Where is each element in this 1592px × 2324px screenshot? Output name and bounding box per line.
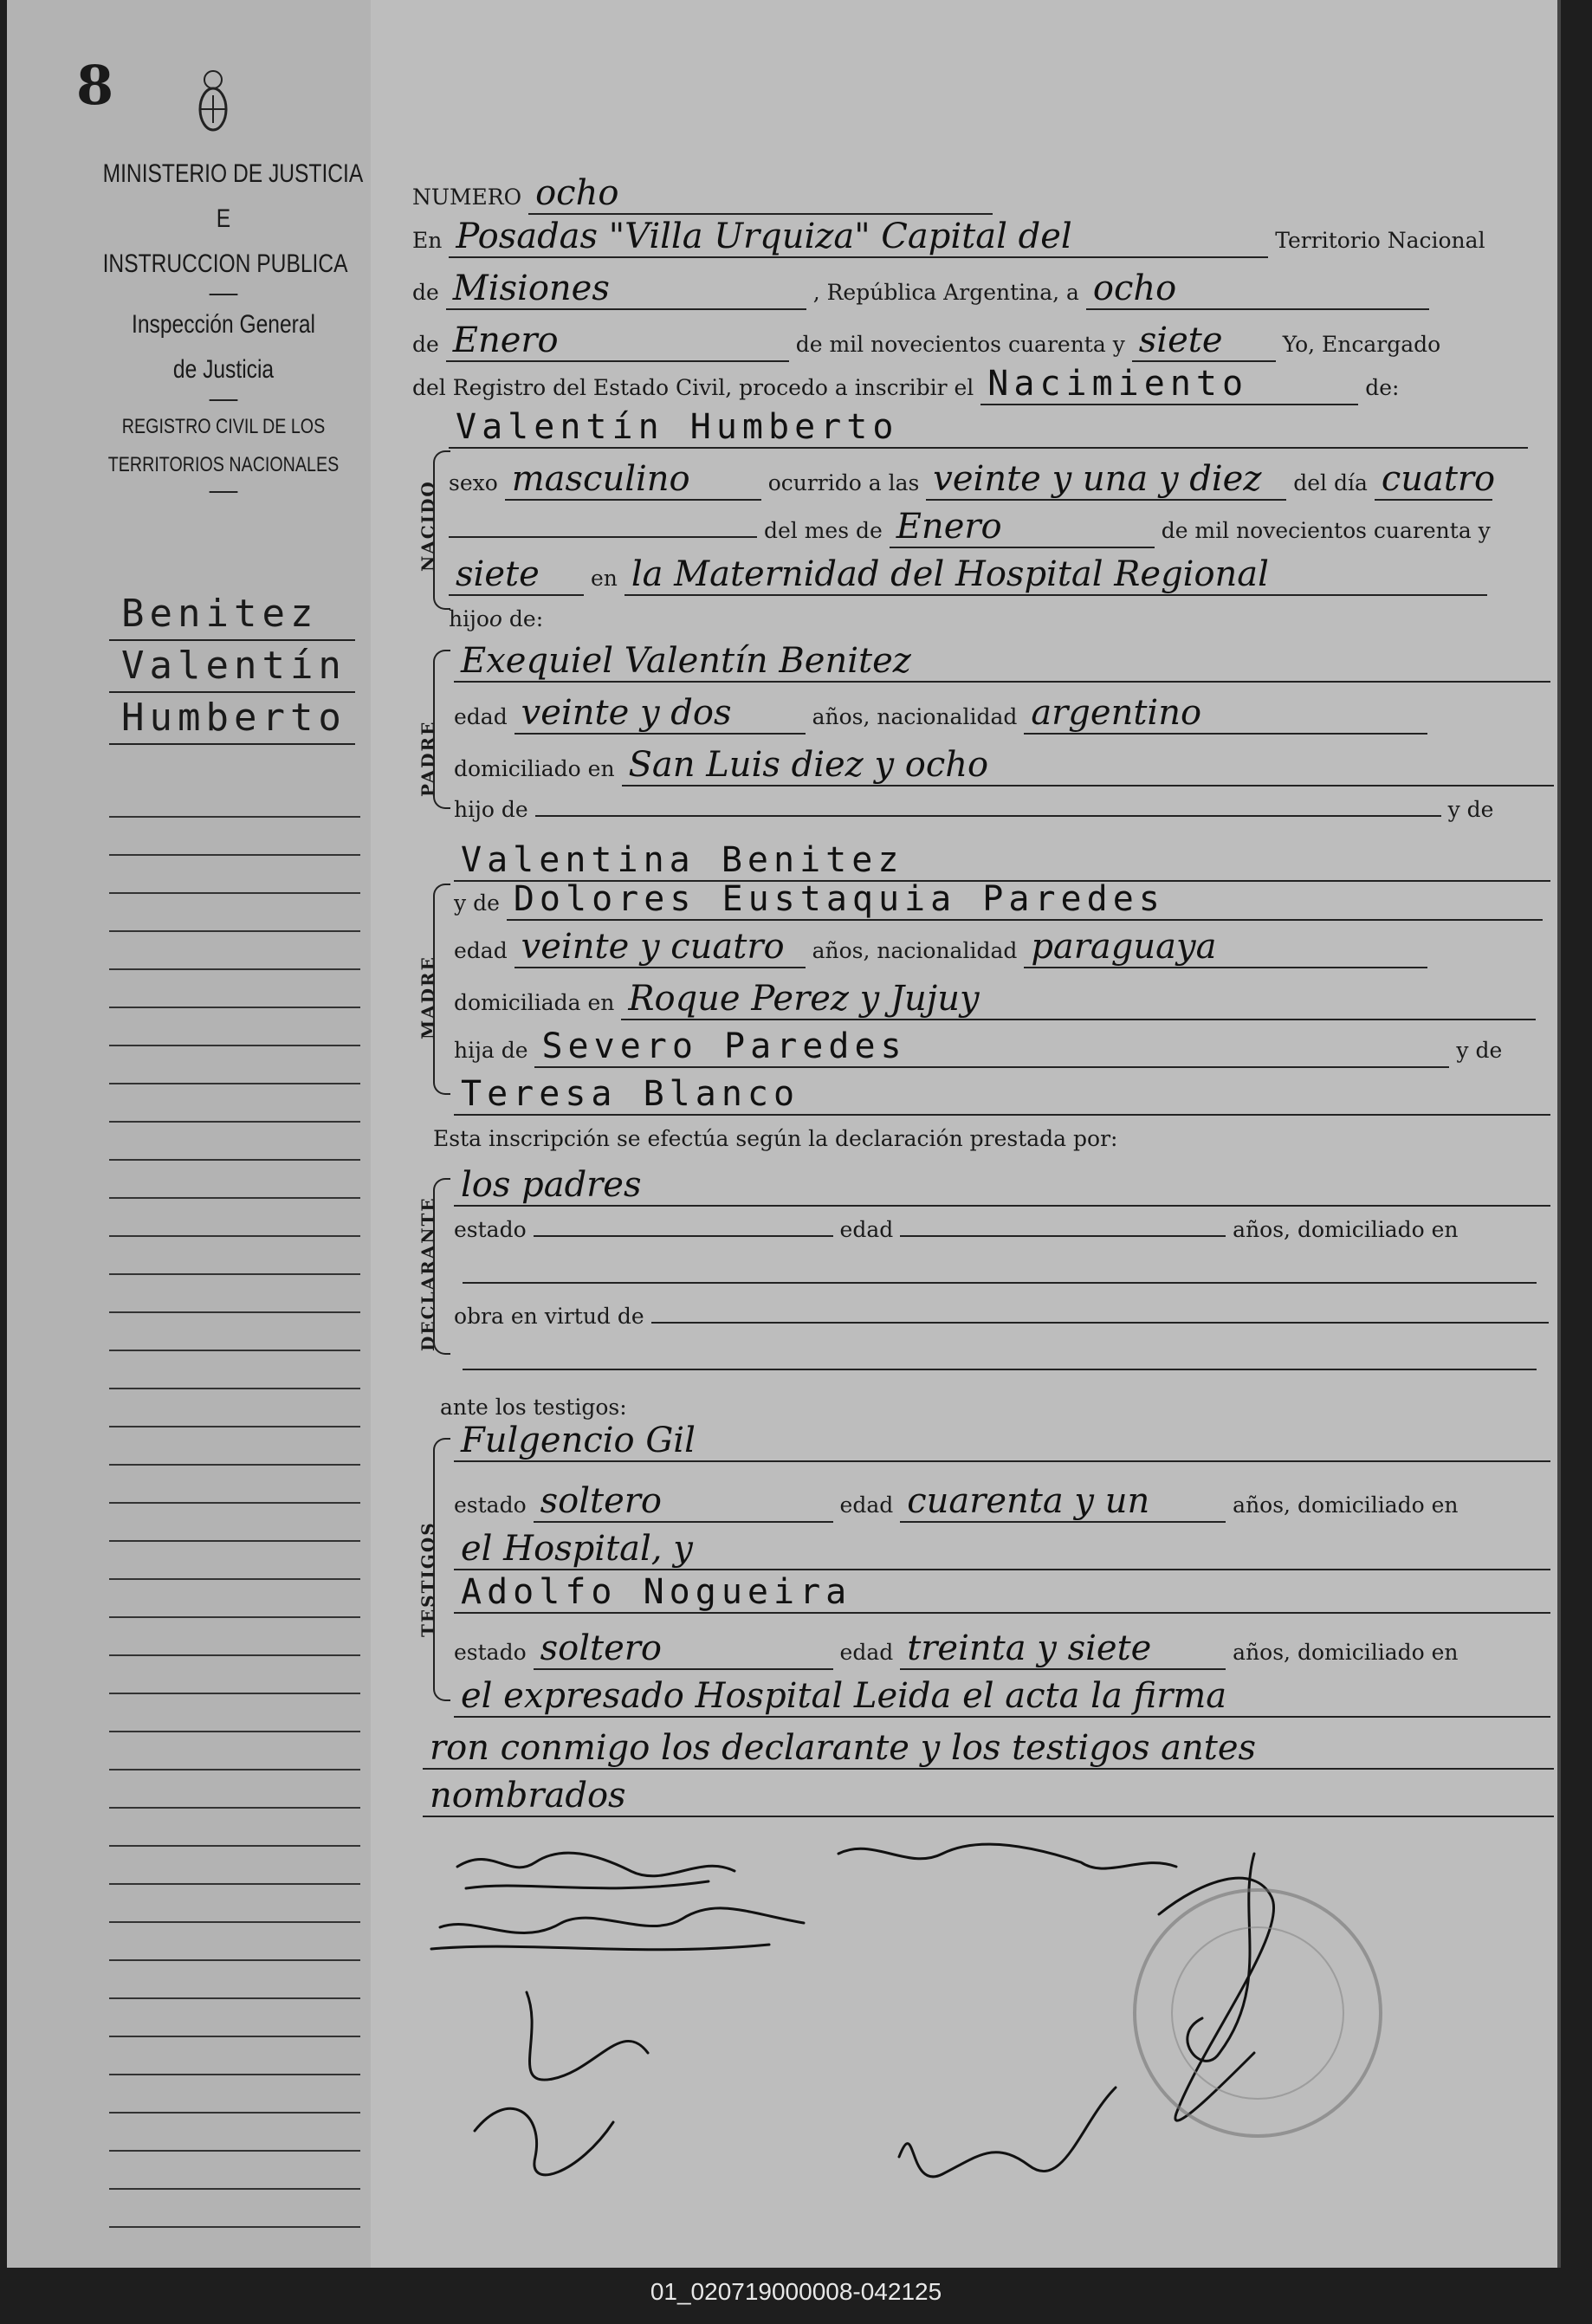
mother-father-row	[454, 1026, 1502, 1068]
witness1-age: cuarenta y un	[900, 1481, 1226, 1523]
birth-year: siete	[449, 554, 584, 596]
father-parents-row	[454, 797, 1493, 822]
hijo-de-label: de:	[508, 606, 544, 631]
sex-label: sexo	[449, 470, 498, 495]
registry-line2: TERRITORIOS NACIONALES	[107, 453, 340, 476]
ministry-line2: E	[216, 204, 231, 233]
divider	[210, 491, 238, 493]
edad-label: edad	[454, 938, 508, 963]
witness1-status: soltero	[534, 1481, 833, 1523]
divider	[210, 294, 238, 295]
year-label: de mil novecientos cuarenta y	[795, 332, 1125, 357]
mother-age-row	[454, 927, 1427, 968]
de-label: de	[412, 280, 439, 305]
closing-text3: nombrados	[423, 1776, 1554, 1817]
month-label: del mes de	[763, 518, 883, 543]
hijo-suffix: o	[489, 606, 502, 631]
divider	[210, 399, 238, 401]
witness1-row	[454, 1421, 1550, 1462]
place-value: Posadas "Villa Urquiza" Capital del	[449, 217, 1268, 258]
address-label: años, domiciliado en	[1233, 1640, 1459, 1665]
ministry-line1: MINISTERIO DE JUSTICIA	[102, 159, 364, 188]
father-name: Exequiel Valentín Benitez	[454, 641, 1550, 683]
witnesses-intro: ante los testigos:	[440, 1395, 627, 1420]
nationality-label: años, nacionalidad	[812, 704, 1018, 729]
declarant-status-row	[454, 1217, 1459, 1242]
witness2-name: Adolfo Nogueira	[454, 1572, 1550, 1614]
hija-de-label: hija de	[454, 1038, 528, 1063]
hijo-label: hijo	[449, 606, 489, 631]
father-name-row	[454, 641, 1550, 683]
inspection-line2: de Justicia	[172, 355, 275, 384]
territory-value: Misiones	[446, 269, 806, 310]
margin-ruled-lines	[109, 780, 360, 2228]
republic-label: , República Argentina, a	[812, 280, 1079, 305]
officer-label: Yo, Encargado	[1282, 332, 1441, 357]
y-de-label: y de	[1447, 797, 1494, 822]
witness1-name: Fulgencio Gil	[454, 1421, 1550, 1462]
coat-of-arms-icon	[196, 69, 230, 135]
margin-given1: Valentín	[109, 641, 355, 693]
testigos-label: TESTIGOS	[417, 1521, 438, 1637]
father-age: veinte y dos	[514, 693, 806, 735]
registration-day: ocho	[1086, 269, 1429, 310]
de-colon-label: de:	[1365, 375, 1400, 400]
declarant-row	[454, 1165, 1550, 1207]
closing-text1: el expresado Hospital Leida el acta la firma	[454, 1676, 1550, 1718]
y-de-label: y de	[454, 890, 500, 916]
father-nationality: argentino	[1024, 693, 1427, 735]
estado-label: estado	[454, 1640, 527, 1665]
sex-value: masculino	[505, 459, 761, 501]
mother-name-row	[454, 879, 1543, 921]
edad-label: edad	[839, 1640, 894, 1665]
closing-row3	[423, 1776, 1554, 1817]
birth-month-row	[449, 507, 1491, 548]
madre-label: MADRE	[417, 955, 438, 1039]
birth-year-label: de mil novecientos cuarenta y	[1161, 518, 1491, 543]
estado-label: estado	[454, 1492, 527, 1518]
declarant-value: los padres	[454, 1165, 1550, 1207]
declaration-row	[433, 1126, 1117, 1151]
hijo-row	[449, 606, 543, 631]
birth-place: la Maternidad del Hospital Regional	[625, 554, 1487, 596]
mother-name: Dolores Eustaquia Paredes	[507, 879, 1543, 921]
birth-month: Enero	[890, 507, 1155, 548]
witness2-age: treinta y siete	[900, 1628, 1226, 1670]
domiciliada-label: domiciliada en	[454, 990, 615, 1015]
birth-time: veinte y una y diez	[926, 459, 1286, 501]
territory-label: Territorio Nacional	[1275, 228, 1485, 253]
witness2-row	[454, 1572, 1550, 1614]
margin-given2: Humberto	[109, 693, 355, 745]
mother-mother: Teresa Blanco	[454, 1074, 1550, 1116]
father-address: San Luis diez y ocho	[622, 745, 1554, 787]
mother-address: Roque Perez y Jujuy	[621, 979, 1536, 1020]
domiciliado-label: domiciliado en	[454, 756, 615, 781]
declarante-brace	[433, 1178, 450, 1355]
record-body	[371, 0, 1557, 2268]
numero-row	[412, 173, 993, 215]
image-id-caption: 01_020719000008-042125	[650, 2278, 942, 2305]
date-row	[412, 320, 1440, 362]
closing-row2	[423, 1728, 1554, 1770]
address-label: años, domiciliado en	[1233, 1492, 1459, 1518]
witness2-status: soltero	[534, 1628, 833, 1670]
registry-text: del Registro del Estado Civil, procedo a inscribir el	[412, 375, 974, 400]
birth-day: cuatro	[1375, 459, 1492, 501]
obra-row	[454, 1304, 1549, 1329]
en-label: en	[590, 566, 618, 591]
sex-row	[449, 459, 1496, 501]
witness1-address-row	[454, 1529, 1550, 1570]
numero-value: ocho	[528, 173, 993, 215]
madre-brace	[433, 884, 450, 1095]
address-label: años, domiciliado en	[1233, 1217, 1459, 1242]
ministry-line3: INSTRUCCION PUBLICA	[102, 249, 348, 278]
father-mother: Valentina Benitez	[454, 840, 1550, 882]
child-name-row	[449, 407, 1528, 449]
margin-surname: Benitez	[109, 589, 355, 641]
inspection-line1: Inspección General	[132, 310, 315, 339]
act-row	[412, 364, 1399, 405]
declarante-label: DECLARANTE	[417, 1196, 438, 1351]
y-de-label: y de	[1456, 1038, 1503, 1063]
time-label: ocurrido a las	[767, 470, 920, 495]
ministry-header	[102, 152, 364, 500]
registration-month: Enero	[446, 320, 789, 362]
margin-column	[7, 0, 372, 2268]
nacido-brace	[433, 450, 450, 610]
testigos-brace	[433, 1438, 450, 1701]
estado-label: estado	[454, 1217, 527, 1242]
mother-father: Severo Paredes	[534, 1026, 1449, 1068]
child-name: Valentín Humberto	[449, 407, 1528, 449]
act-type: Nacimiento	[980, 364, 1358, 405]
witness1-address: el Hospital, y	[454, 1529, 1550, 1570]
padre-label: PADRE	[417, 720, 438, 797]
margin-name	[109, 589, 355, 745]
closing-row1	[454, 1676, 1550, 1718]
mother-mother-row	[454, 1074, 1550, 1116]
nationality-label: años, nacionalidad	[812, 938, 1018, 963]
edad-label: edad	[839, 1492, 894, 1518]
edad-label: edad	[454, 704, 508, 729]
closing-text2: ron conmigo los declarante y los testigos antes	[423, 1728, 1554, 1770]
obra-label: obra en virtud de	[454, 1304, 644, 1329]
padre-brace	[433, 650, 450, 809]
edad-label: edad	[839, 1217, 894, 1242]
father-address-row	[454, 745, 1554, 787]
witness2-status-row	[454, 1628, 1459, 1670]
birth-place-row	[449, 554, 1487, 596]
place-row	[412, 217, 1485, 258]
mother-address-row	[454, 979, 1536, 1020]
declaration-text: Esta inscripción se efectúa según la declaración prestada por:	[433, 1126, 1118, 1151]
witness1-status-row	[454, 1481, 1459, 1523]
witnesses-intro-row	[440, 1395, 627, 1420]
day-label: del día	[1293, 470, 1368, 495]
registry-line1: REGISTRO CIVIL DE LOS	[121, 415, 326, 438]
folio-number: 8	[76, 54, 114, 117]
registration-year: siete	[1132, 320, 1276, 362]
register-page	[7, 0, 1561, 2268]
mother-age: veinte y cuatro	[514, 927, 806, 968]
father-mother-row	[454, 840, 1550, 882]
official-seal	[1133, 1888, 1382, 2138]
en-label: En	[412, 228, 443, 253]
territory-row	[412, 269, 1429, 310]
nacido-label: NACIDO	[417, 480, 438, 572]
mother-nationality: paraguaya	[1024, 927, 1427, 968]
father-age-row	[454, 693, 1427, 735]
de-label: de	[412, 332, 439, 357]
blank-line	[463, 1369, 1537, 1370]
hijo-de-label: hijo de	[454, 797, 528, 822]
blank-line	[463, 1282, 1537, 1284]
numero-label: NUMERO	[412, 184, 522, 210]
